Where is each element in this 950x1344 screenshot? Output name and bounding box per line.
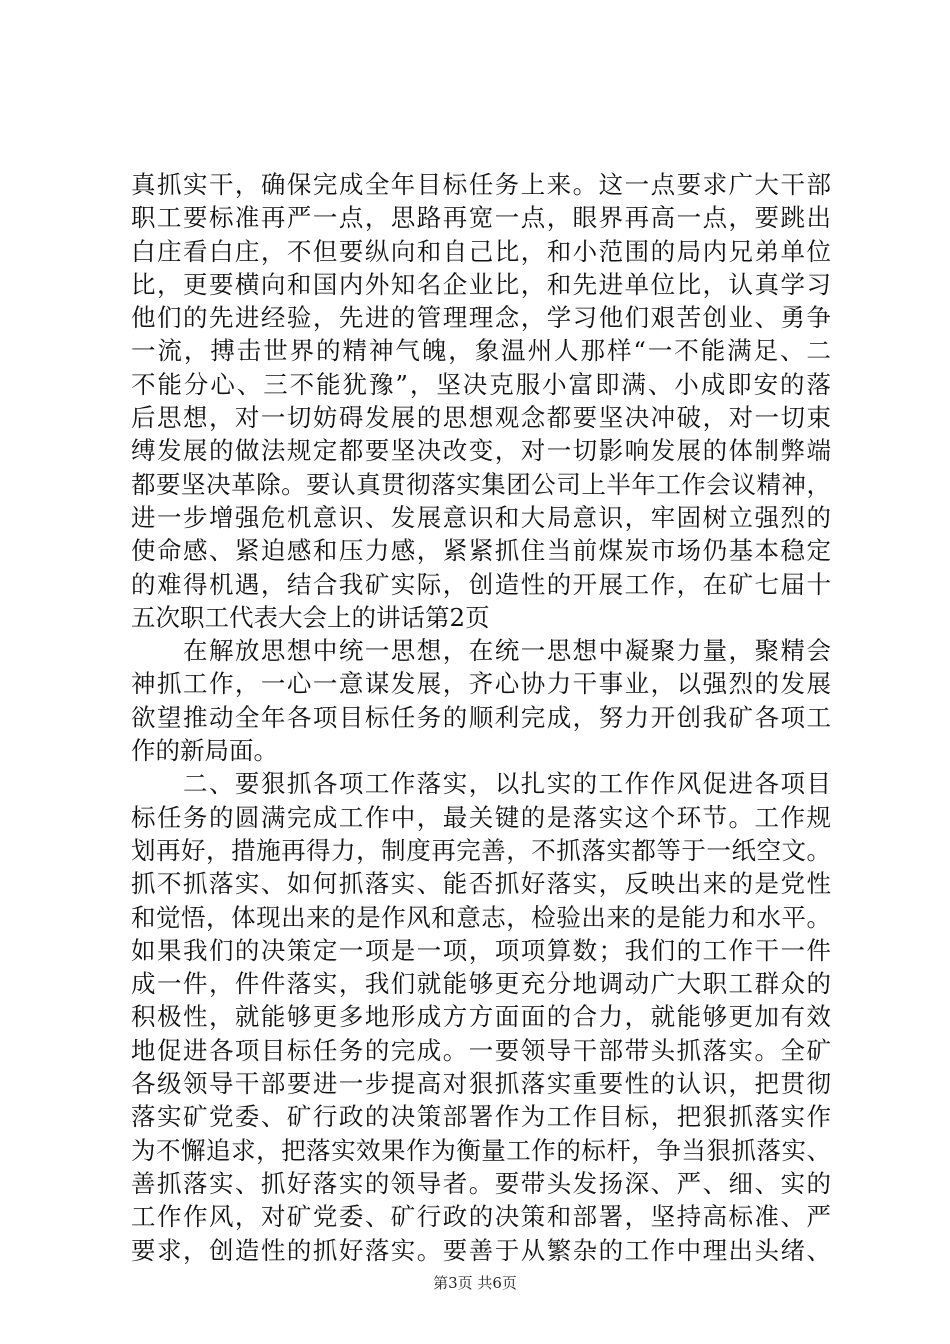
text-line: 抓不抓落实、如何抓落实、能否抓好落实，反映出来的是党性 — [131, 869, 831, 899]
text-line: 欲望推动全年各项目标任务的顺利完成，努力开创我矿各项工 — [131, 702, 831, 732]
text-line: 他们的先进经验，先进的管理理念，学习他们艰苦创业、勇争 — [131, 303, 831, 333]
text-line: 地促进各项目标任务的完成。一要领导干部带头抓落实。全矿 — [131, 1035, 831, 1065]
text-line: 不能分心、三不能犹豫”，坚决克服小富即满、小成即安的落 — [131, 369, 831, 399]
text-line: 工作作风，对矿党委、矿行政的决策和部署，坚持高标准、严 — [131, 1202, 831, 1232]
text-line: 在解放思想中统一思想，在统一思想中凝聚力量，聚精会 — [131, 636, 831, 666]
text-line: 白庄看白庄，不但要纵向和自己比，和小范围的局内兄弟单位 — [131, 236, 831, 266]
text-line: 进一步增强危机意识、发展意识和大局意识，牢固树立强烈的 — [131, 502, 831, 532]
text-line: 标任务的圆满完成工作中，最关键的是落实这个环节。工作规 — [131, 802, 831, 832]
text-line: 如果我们的决策定一项是一项，项项算数；我们的工作干一件 — [131, 935, 831, 965]
text-line: 划再好，措施再得力，制度再完善，不抓落实都等于一纸空文。 — [131, 835, 831, 865]
text-line: 后思想，对一切妨碍发展的思想观念都要坚决冲破，对一切束 — [131, 403, 831, 433]
text-line: 要求，创造性的抓好落实。要善于从繁杂的工作中理出头绪、 — [131, 1235, 831, 1265]
text-line: 为不懈追求，把落实效果作为衡量工作的标杆，争当狠抓落实、 — [131, 1135, 831, 1165]
text-line: 的难得机遇，结合我矿实际，创造性的开展工作，在矿七届十 — [131, 569, 831, 599]
text-line: 各级领导干部要进一步提高对狠抓落实重要性的认识，把贯彻 — [131, 1069, 831, 1099]
text-line: 缚发展的做法规定都要坚决改变，对一切影响发展的体制弊端 — [131, 436, 831, 466]
document-body — [131, 168, 831, 1267]
text-line: 比，更要横向和国内外知名企业比，和先进单位比，认真学习 — [131, 269, 831, 299]
text-line: 一流，搏击世界的精神气魄，象温州人那样“一不能满足、二 — [131, 336, 831, 366]
text-line: 都要坚决革除。要认真贯彻落实集团公司上半年工作会议精神， — [131, 469, 831, 499]
text-line: 善抓落实、抓好落实的领导者。要带头发扬深、严、细、实的 — [131, 1168, 831, 1198]
text-line: 作的新局面。 — [131, 736, 278, 766]
page-footer: 第3页 共6页 — [433, 1274, 517, 1292]
text-line: 使命感、紧迫感和压力感，紧紧抓住当前煤炭市场仍基本稳定 — [131, 536, 831, 566]
text-line: 二、要狠抓各项工作落实，以扎实的工作作风促进各项目 — [131, 769, 831, 799]
text-line: 积极性，就能够更多地形成方方面面的合力，就能够更加有效 — [131, 1002, 831, 1032]
text-line: 五次职工代表大会上的讲话第2页 — [131, 602, 490, 632]
text-line: 和觉悟，体现出来的是作风和意志，检验出来的是能力和水平。 — [131, 902, 831, 932]
text-line: 神抓工作，一心一意谋发展，齐心协力干事业，以强烈的发展 — [131, 669, 831, 699]
text-line: 落实矿党委、矿行政的决策部署作为工作目标，把狠抓落实作 — [131, 1102, 831, 1132]
text-line: 职工要标准再严一点，思路再宽一点，眼界再高一点，要跳出 — [131, 203, 831, 233]
text-line: 真抓实干，确保完成全年目标任务上来。这一点要求广大干部 — [131, 170, 831, 199]
text-line: 成一件，件件落实，我们就能够更充分地调动广大职工群众的 — [131, 969, 831, 999]
